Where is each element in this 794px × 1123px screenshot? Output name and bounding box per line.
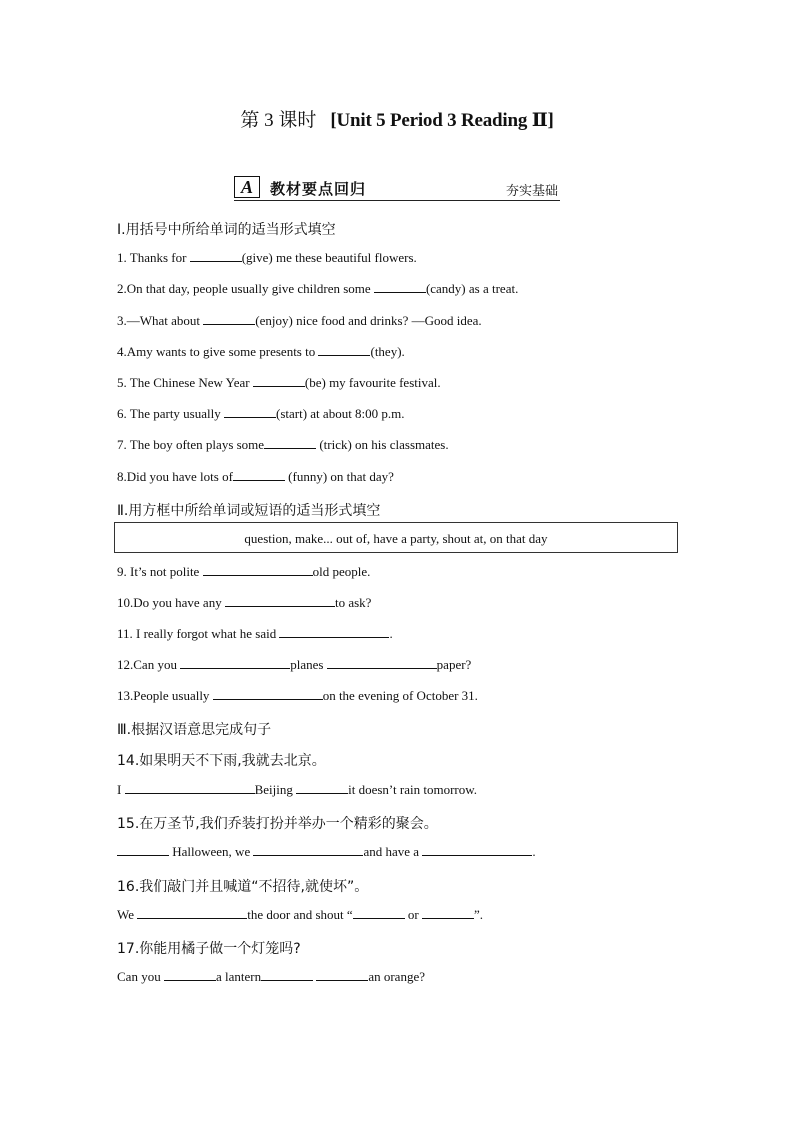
question-14-answer: I Beijing it doesn’t rain tomorrow. [117,782,478,797]
unit-label: [Unit 5 Period 3 Reading Ⅱ] [330,110,554,131]
question-1: 1. Thanks for (give) me these beautiful flowers. [117,250,417,265]
answer-blank[interactable] [233,469,285,481]
question-17-prompt: 17.你能用橘子做一个灯笼吗? [117,941,301,957]
answer-blank[interactable] [137,907,247,919]
question-14-prompt: 14.如果明天不下雨,我就去北京。 [117,753,326,769]
question-17-answer: Can you a lantern an orange? [117,969,425,984]
answer-blank[interactable] [117,844,169,856]
answer-blank[interactable] [190,250,242,262]
question-6: 6. The party usually (start) at about 8:00 p.m. [117,406,405,421]
question-5: 5. The Chinese New Year (be) my favourite festival. [117,375,441,390]
question-8: 8.Did you have lots of (funny) on that day? [117,469,394,484]
question-12: 12.Can you planes paper? [117,657,472,672]
section-title: Ⅲ.根据汉语意思完成句子 [117,722,272,738]
section-banner [234,176,560,201]
answer-blank[interactable] [279,626,389,638]
question-2: 2.On that day, people usually give children some (candy) as a treat. [117,281,519,296]
answer-blank[interactable] [203,564,313,576]
answer-blank[interactable] [353,907,405,919]
banner-tag: 夯实基础 [505,184,558,199]
question-15-answer: Halloween, we and have a . [117,844,536,860]
question-16-answer: We the door and shout “ or ”. [117,907,484,922]
answer-blank[interactable] [253,844,363,856]
answer-blank[interactable] [253,375,305,387]
question-13: 13.People usually on the evening of October 31. [117,688,478,703]
answer-blank[interactable] [261,969,313,981]
section-title: Ⅱ.用方框中所给单词或短语的适当形式填空 [117,503,381,519]
answer-blank[interactable] [203,313,255,325]
answer-blank[interactable] [296,782,348,794]
answer-blank[interactable] [316,969,368,981]
word-box: question, make... out of, have a party, shout at, on that day [114,522,678,553]
question-16-prompt: 16.我们敲门并且喊道“不招待,就使坏”。 [117,879,369,895]
answer-blank[interactable] [422,844,532,856]
answer-blank[interactable] [374,281,426,293]
question-4: 4.Amy wants to give some presents to (they). [117,344,405,359]
question-9: 9. It’s not polite old people. [117,564,371,579]
page-title [0,105,794,132]
question-7: 7. The boy often plays some (trick) on his classmates. [117,437,449,452]
question-11: 11. I really forgot what he said . [117,626,393,641]
section-title: Ⅰ.用括号中所给单词的适当形式填空 [117,222,336,238]
answer-blank[interactable] [318,344,370,356]
answer-blank[interactable] [264,437,316,449]
badge-a-icon: A [234,176,260,198]
answer-blank[interactable] [125,782,255,794]
answer-blank[interactable] [422,907,474,919]
banner-heading: 教材要点回归 [270,180,367,198]
question-10: 10.Do you have any to ask? [117,595,372,610]
question-3: 3.—What about (enjoy) nice food and drinks? —Good idea. [117,313,482,328]
answer-blank[interactable] [327,657,437,669]
answer-blank[interactable] [225,595,335,607]
question-15-prompt: 15.在万圣节,我们乔装打扮并举办一个精彩的聚会。 [117,816,438,832]
lesson-label: 第 3 课时 [240,110,317,131]
answer-blank[interactable] [164,969,216,981]
answer-blank[interactable] [180,657,290,669]
answer-blank[interactable] [224,406,276,418]
answer-blank[interactable] [213,688,323,700]
